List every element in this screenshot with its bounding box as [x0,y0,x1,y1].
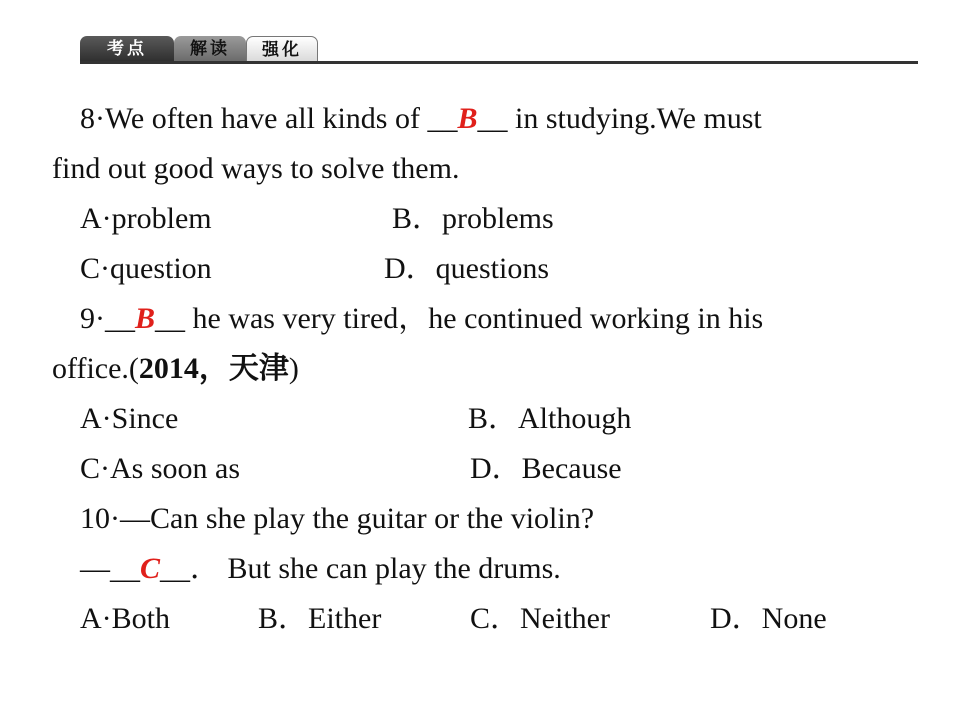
q8-blank-left: __ [427,102,458,135]
q8-blank-right: __ [477,102,508,135]
q9-answer: B [135,302,156,335]
section-header [80,36,920,66]
q8-answer: B [457,102,478,135]
q9-option-d: D．Because [470,452,622,485]
q10-blank-right: __． [160,552,221,585]
q9-option-b: B．Although [468,402,632,435]
q10-stem-line1: 10·—Can she play the guitar or the violin? [80,502,595,535]
q8-stem-line2: find out good ways to solve them. [52,152,460,185]
q10-option-b: B．Either [258,602,382,635]
q9-suffix: he was very tired，he continued working in his [185,302,764,335]
q8-stem-line1 [80,101,762,137]
q8-option-d: D．questions [384,252,549,285]
tab-qianghua[interactable]: 强化 [246,36,318,62]
q10-line2-prefix: —__ [80,552,140,585]
q9-source: 2014，天津 [138,352,289,385]
q10-option-d: D．None [710,602,827,635]
q9-prefix: 9· [80,302,105,335]
q10-option-a: A·Both [80,602,170,635]
q9-stem-line1 [80,301,763,337]
q8-option-c: C·question [80,252,212,285]
tab-kaodian[interactable]: 考点 [80,36,174,62]
q8-option-b: B．problems [392,202,554,235]
q10-line2-suffix: But she can play the drums. [220,552,561,585]
q9-line2-suffix: ) [288,352,299,385]
q9-line2-prefix: office.( [52,352,139,385]
q8-prefix: 8·We often have all kinds of [80,102,428,135]
q8-option-a: A·problem [80,202,212,235]
q10-option-c: C．Neither [470,602,610,635]
q10-answer: C [140,552,161,585]
tab-jiedu[interactable]: 解读 [174,36,246,62]
header-divider [80,61,918,64]
q9-option-a: A·Since [80,402,179,435]
q10-stem-line2 [80,551,561,587]
q9-stem-line2 [52,351,299,387]
q9-option-c: C·As soon as [80,452,241,485]
q8-suffix: in studying.We must [507,102,762,135]
q9-blank-left: __ [105,302,135,335]
q9-blank-right: __ [155,302,186,335]
